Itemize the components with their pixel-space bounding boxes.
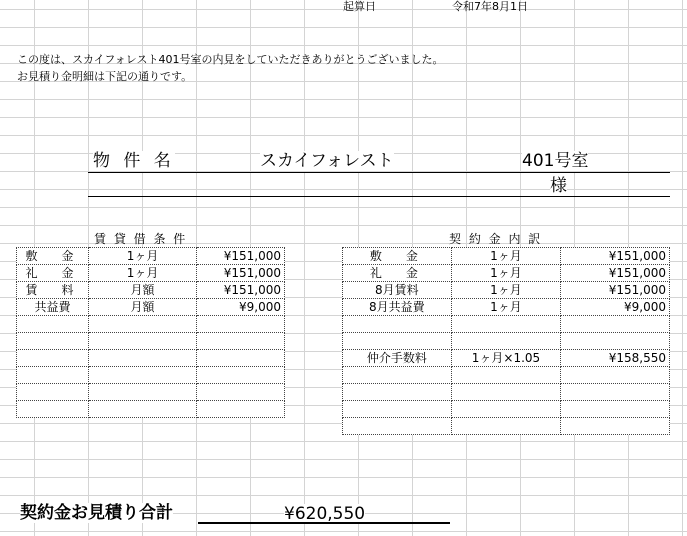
table-row: [343, 282, 670, 299]
table-row: [343, 265, 670, 282]
breakdown-amount: ¥151,000: [561, 282, 670, 299]
breakdown-amount: [561, 418, 670, 435]
breakdown-item: [343, 384, 452, 401]
table-row: [343, 401, 670, 418]
table-row: [343, 367, 670, 384]
table-row: [17, 333, 285, 350]
breakdown-unit: 1ヶ月: [451, 248, 561, 265]
breakdown-item: 8月共益費: [343, 299, 452, 316]
table-row: [17, 265, 285, 282]
table-row: [17, 248, 285, 265]
lease-conditions-table: [16, 247, 285, 418]
breakdown-amount: ¥158,550: [561, 350, 670, 367]
table-row: [343, 418, 670, 435]
total-label: 契約金お見積り合計: [20, 503, 173, 523]
table-row: [17, 350, 285, 367]
lease-unit: [88, 316, 196, 333]
table-row: [17, 282, 285, 299]
breakdown-item: [343, 333, 452, 350]
lease-item: [17, 367, 89, 384]
breakdown-unit: [451, 367, 561, 384]
lease-amount: [197, 316, 285, 333]
lease-unit: [88, 350, 196, 367]
table-row: [343, 350, 670, 367]
lease-amount: [197, 367, 285, 384]
lease-item: [17, 350, 89, 367]
breakdown-amount: [561, 367, 670, 384]
table-row: [17, 401, 285, 418]
lease-item: [17, 333, 89, 350]
lease-amount: [197, 384, 285, 401]
lease-unit: [88, 401, 196, 418]
contract-breakdown-title: 契 約 金 内 訳: [449, 232, 543, 246]
property-label: 物 件 名: [93, 151, 175, 171]
lease-item: 共益費: [17, 299, 89, 316]
intro-line-1: この度は、スカイフォレスト401号室の内見をしていただきありがとうございました。: [17, 53, 444, 66]
lease-amount: ¥9,000: [197, 299, 285, 316]
table-row: [343, 384, 670, 401]
table-row: [17, 299, 285, 316]
breakdown-unit: 1ヶ月: [451, 265, 561, 282]
breakdown-unit: 1ヶ月: [451, 299, 561, 316]
breakdown-item: 仲介手数料: [343, 350, 452, 367]
breakdown-unit: [451, 384, 561, 401]
intro-line-2: お見積り金明細は下記の通りです。: [17, 70, 193, 83]
lease-unit: [88, 367, 196, 384]
breakdown-item: [343, 367, 452, 384]
lease-unit: 1ヶ月: [88, 248, 196, 265]
breakdown-unit: [451, 401, 561, 418]
start-date-label: 起算日: [343, 0, 376, 13]
lease-unit: 月額: [88, 299, 196, 316]
lease-item: 敷 金: [17, 248, 89, 265]
breakdown-item: 8月賃料: [343, 282, 452, 299]
lease-amount: ¥151,000: [197, 265, 285, 282]
lease-amount: [197, 350, 285, 367]
lease-unit: [88, 333, 196, 350]
property-name: スカイフォレスト: [260, 151, 394, 171]
table-row: [17, 367, 285, 384]
lease-unit: 1ヶ月: [88, 265, 196, 282]
breakdown-unit: [451, 316, 561, 333]
breakdown-item: [343, 418, 452, 435]
breakdown-amount: ¥9,000: [561, 299, 670, 316]
lease-unit: [88, 384, 196, 401]
lease-item: [17, 401, 89, 418]
table-row: [343, 299, 670, 316]
lease-item: [17, 316, 89, 333]
table-row: [343, 316, 670, 333]
lease-amount: ¥151,000: [197, 248, 285, 265]
table-row: [17, 384, 285, 401]
table-row: [343, 248, 670, 265]
breakdown-amount: ¥151,000: [561, 265, 670, 282]
breakdown-amount: [561, 401, 670, 418]
lease-amount: [197, 401, 285, 418]
breakdown-amount: ¥151,000: [561, 248, 670, 265]
lease-amount: [197, 333, 285, 350]
lease-item: [17, 384, 89, 401]
breakdown-unit: [451, 333, 561, 350]
lease-conditions-title: 賃 貸 借 条 件: [94, 232, 188, 246]
breakdown-item: [343, 316, 452, 333]
customer-name-underline: [88, 196, 670, 197]
breakdown-unit: 1ヶ月×1.05: [451, 350, 561, 367]
start-date-value: 令和7年8月1日: [452, 0, 528, 13]
lease-unit: 月額: [88, 282, 196, 299]
breakdown-amount: [561, 316, 670, 333]
property-underline: [88, 172, 670, 173]
lease-amount: ¥151,000: [197, 282, 285, 299]
contract-breakdown-table: [342, 247, 670, 435]
lease-item: 礼 金: [17, 265, 89, 282]
total-underline: [198, 522, 450, 524]
table-row: [343, 333, 670, 350]
breakdown-item: 礼 金: [343, 265, 452, 282]
breakdown-unit: [451, 418, 561, 435]
total-value: ¥620,550: [284, 504, 366, 524]
breakdown-item: 敷 金: [343, 248, 452, 265]
breakdown-item: [343, 401, 452, 418]
room-number: 401号室: [522, 151, 589, 171]
honorific: 様: [550, 176, 567, 196]
breakdown-amount: [561, 333, 670, 350]
breakdown-unit: 1ヶ月: [451, 282, 561, 299]
lease-item: 賃 料: [17, 282, 89, 299]
table-row: [17, 316, 285, 333]
breakdown-amount: [561, 384, 670, 401]
